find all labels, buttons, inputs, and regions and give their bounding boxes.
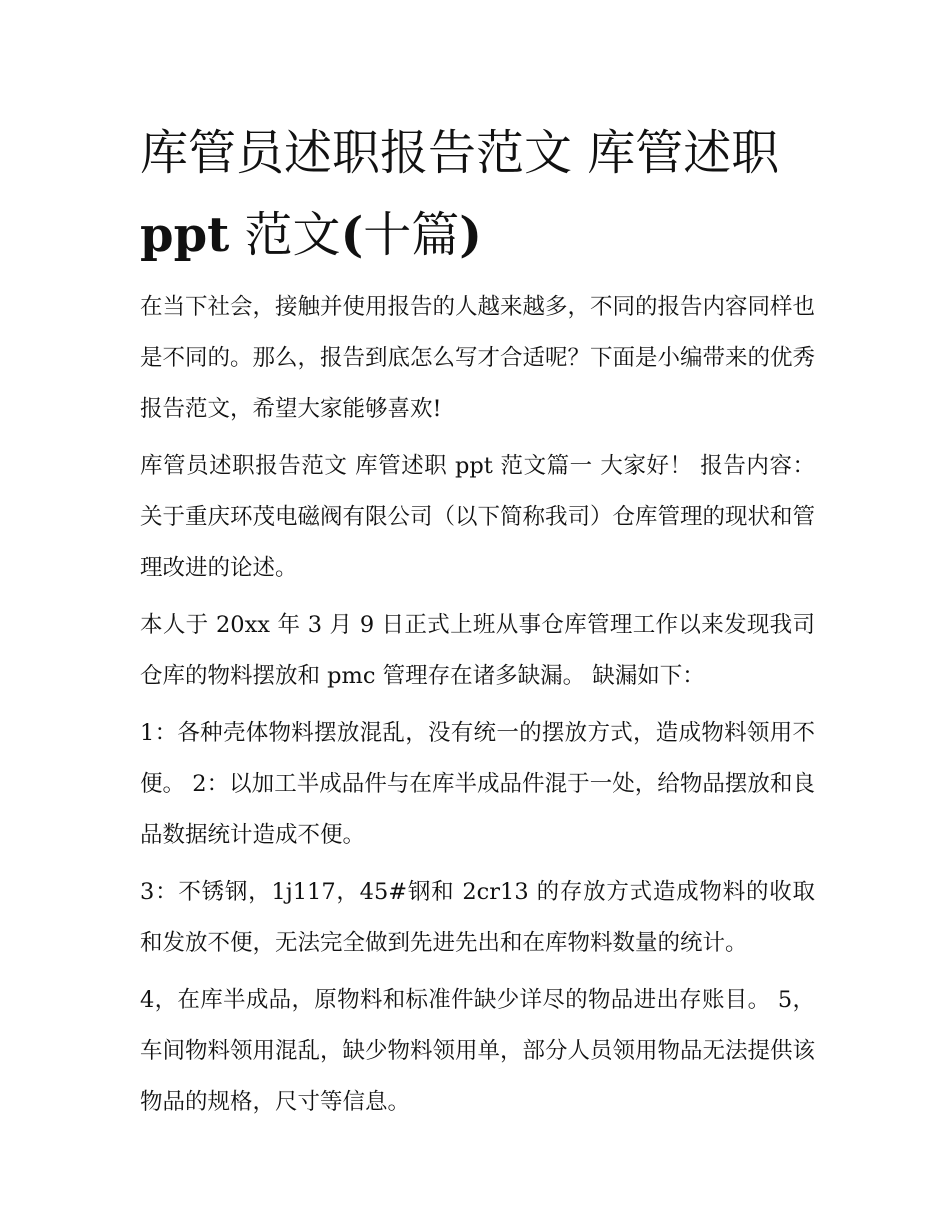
title-text-3: 十篇 (363, 207, 460, 263)
title-ppt: ppt (140, 207, 230, 263)
title-text-2: 范文 (229, 207, 341, 263)
title-text-1: 库管员述职报告范文 库管述职 (140, 125, 780, 181)
document-title (140, 112, 815, 276)
title-paren-close: ) (459, 207, 483, 263)
paragraph-5: 4，在库半成品，原物料和标准件缺少详尽的物品进出存账目。 5，车间物料领用混乱，缺少物料领用单，部分人员领用物品无法提供该物品的规格，尺寸等信息。 (140, 987, 816, 1115)
paragraph-intro: 在当下社会，接触并使用报告的人越来越多，不同的报告内容同样也是不同的。那么，报告到底怎么写才合适呢？下面是小编带来的优秀报告范文，希望大家能够喜欢! (140, 294, 816, 422)
paragraph-3: 1：各种壳体物料摆放混乱，没有统一的摆放方式，造成物料领用不便。 2：以加工半成品件与在库半成品件混于一处，给物品摆放和良品数据统计造成不便。 (140, 720, 815, 848)
document-body (140, 112, 815, 1128)
paragraph-2: 本人于 20xx 年 3 月 9 日正式上班从事仓库管理工作以来发现我司仓库的物料摆放和 pmc 管理存在诸多缺漏。 缺漏如下： (140, 612, 815, 689)
title-paren-open: ( (340, 207, 364, 263)
paragraph-4: 3：不锈钢，1j117，45#钢和 2cr13 的存放方式造成物料的收取和发放不便，无法完全做到先进先出和在库物料数量的统计。 (140, 879, 815, 956)
paragraph-1: 库管员述职报告范文 库管述职 ppt 范文篇一 大家好！ 报告内容：关于重庆环茂电磁阀有限公司（以下简称我司）仓库管理的现状和管理改进的论述。 (140, 453, 816, 581)
